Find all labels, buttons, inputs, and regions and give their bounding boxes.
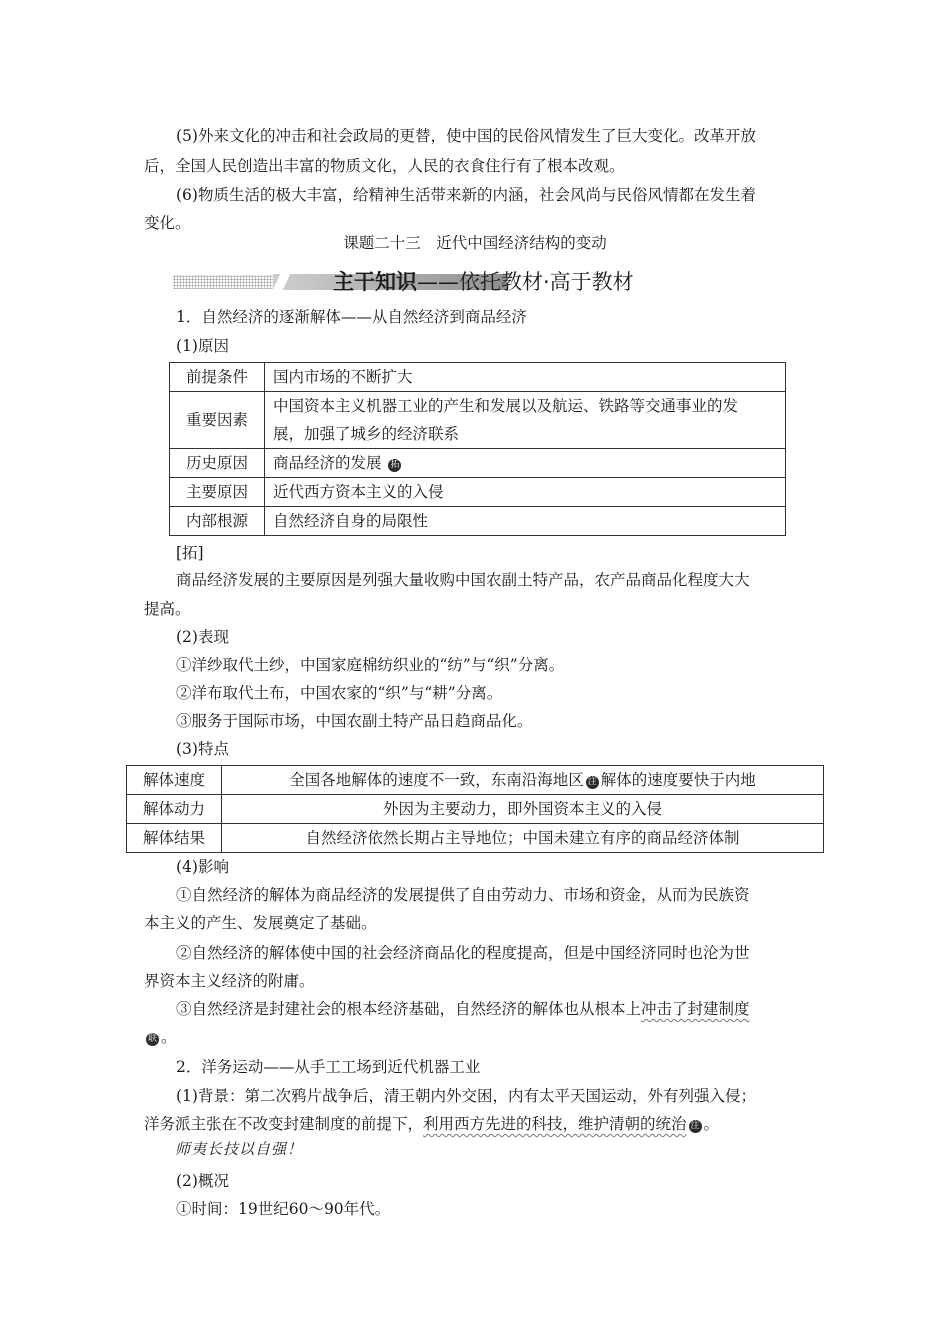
table-row <box>170 478 786 507</box>
table-row <box>127 824 824 853</box>
table-value: 自然经济自身的局限性 <box>265 507 786 536</box>
table-value-post: 解体的速度要快于内地 <box>600 771 756 789</box>
table-value <box>222 766 824 795</box>
tuo-label: [拓] <box>176 544 204 562</box>
intro-p6-line1: (6)物质生活的极大丰富，给精神生活带来新的内涵，社会风尚与民俗风情都在发生着 <box>176 186 756 204</box>
intro-p5-line1: (5)外来文化的冲击和社会政局的更替，使中国的民俗风情发生了巨大变化。改革开放 <box>176 127 756 145</box>
table-value-line2: 展，加强了城乡的经济联系 <box>273 425 460 443</box>
performance-label: (2)表现 <box>176 628 229 646</box>
table-key: 解体速度 <box>127 766 222 795</box>
performance-item: ①洋纱取代土纱，中国家庭棉纺织业的“纺”与“织”分离。 <box>176 656 565 674</box>
tuo-mark-icon: 拓 <box>390 460 400 470</box>
tuo-line1: 商品经济发展的主要原因是列强大量收购中国农副土特产品，农产品商品化程度大大 <box>176 571 750 589</box>
table-key: 重要因素 <box>170 392 265 449</box>
table-value: 外因为主要动力，即外国资本主义的入侵 <box>222 795 824 824</box>
zhu-mark-icon: 注 <box>587 777 597 787</box>
tuo-line2: 提高。 <box>144 600 191 618</box>
impact2-line1: ②自然经济的解体使中国的社会经济商品化的程度提高，但是中国经济同时也沦为世 <box>176 944 750 962</box>
table-value: 国内市场的不断扩大 <box>265 363 786 392</box>
background-line2 <box>144 1109 719 1139</box>
zhu-mark-icon: 注 <box>690 1121 700 1131</box>
table-row <box>170 392 786 449</box>
reasons-table <box>169 362 786 536</box>
table-key: 主要原因 <box>170 478 265 507</box>
table-row <box>127 795 824 824</box>
table-row <box>170 363 786 392</box>
handwritten-note: 师夷长技以自强！ <box>175 1140 304 1158</box>
overview-label: (2)概况 <box>176 1172 229 1190</box>
impact-label: (4)影响 <box>176 858 229 876</box>
banner-dot-pattern <box>173 275 273 289</box>
section2-title: 2．洋务运动——从手工工场到近代机器工业 <box>176 1058 481 1076</box>
overview-time: ①时间：19世纪60～90年代。 <box>176 1200 391 1218</box>
table-value: 近代西方资本主义的入侵 <box>265 478 786 507</box>
intro-p6-line2: 变化。 <box>144 214 191 232</box>
table-row <box>170 449 786 478</box>
impact2-line2: 界资本主义经济的附庸。 <box>144 972 315 990</box>
background-pre: 洋务派主张在不改变封建制度的前提下， <box>144 1115 424 1133</box>
banner-heading-rest: ——依托教材·高于教材 <box>417 270 634 294</box>
section-banner <box>173 265 693 299</box>
table-value <box>265 449 786 478</box>
intro-p5-line2: 后，全国人民创造出丰富的物质文化，人民的衣食住行有了根本改观。 <box>144 157 625 175</box>
table-key: 内部根源 <box>170 507 265 536</box>
table-value-pre: 全国各地解体的速度不一致，东南沿海地区 <box>289 771 584 789</box>
table-value <box>265 392 786 449</box>
lesson-title: 课题二十三 近代中国经济结构的变动 <box>343 234 607 252</box>
impact3-line2 <box>144 1022 177 1052</box>
performance-item: ②洋布取代土布，中国农家的“织”与“耕”分离。 <box>176 684 503 702</box>
table-row <box>170 507 786 536</box>
banner-heading <box>333 266 634 298</box>
impact1-line2: 本主义的产生、发展奠定了基础。 <box>144 914 377 932</box>
features-label: (3)特点 <box>176 740 229 758</box>
impact3-end: 。 <box>161 1028 177 1046</box>
table-key: 历史原因 <box>170 449 265 478</box>
performance-item: ③服务于国际市场，中国农副土特产品日趋商品化。 <box>176 712 533 730</box>
background-line1: (1)背景：第二次鸦片战争后，清王朝内外交困，内有太平天国运动，外有列强入侵； <box>176 1087 756 1105</box>
impact1-line1: ①自然经济的解体为商品经济的发展提供了自由劳动力、市场和资金，从而为民族资 <box>176 886 750 904</box>
section1-title: 1．自然经济的逐渐解体——从自然经济到商品经济 <box>176 308 527 326</box>
features-table <box>126 765 824 853</box>
table-key: 前提条件 <box>170 363 265 392</box>
table-value: 自然经济依然长期占主导地位；中国未建立有序的商品经济体制 <box>222 824 824 853</box>
impact3-emphasis: 冲击了封建制度 <box>641 1000 750 1018</box>
table-value-text: 商品经济的发展 <box>273 454 382 472</box>
background-emphasis: 利用西方先进的科技，维护清朝的统治 <box>423 1115 687 1133</box>
lian-mark-icon: 联 <box>147 1034 157 1044</box>
table-row <box>127 766 824 795</box>
table-value-line1: 中国资本主义机器工业的产生和发展以及航运、铁路等交通事业的发 <box>273 397 739 415</box>
background-end: 。 <box>703 1115 720 1133</box>
impact3-pre: ③自然经济是封建社会的根本经济基础，自然经济的解体也从根本上 <box>176 1000 642 1018</box>
impact3-line1 <box>176 994 750 1024</box>
banner-heading-bold: 主干知识 <box>333 270 417 294</box>
table-key: 解体结果 <box>127 824 222 853</box>
table-key: 解体动力 <box>127 795 222 824</box>
reasons-label: (1)原因 <box>176 337 229 355</box>
